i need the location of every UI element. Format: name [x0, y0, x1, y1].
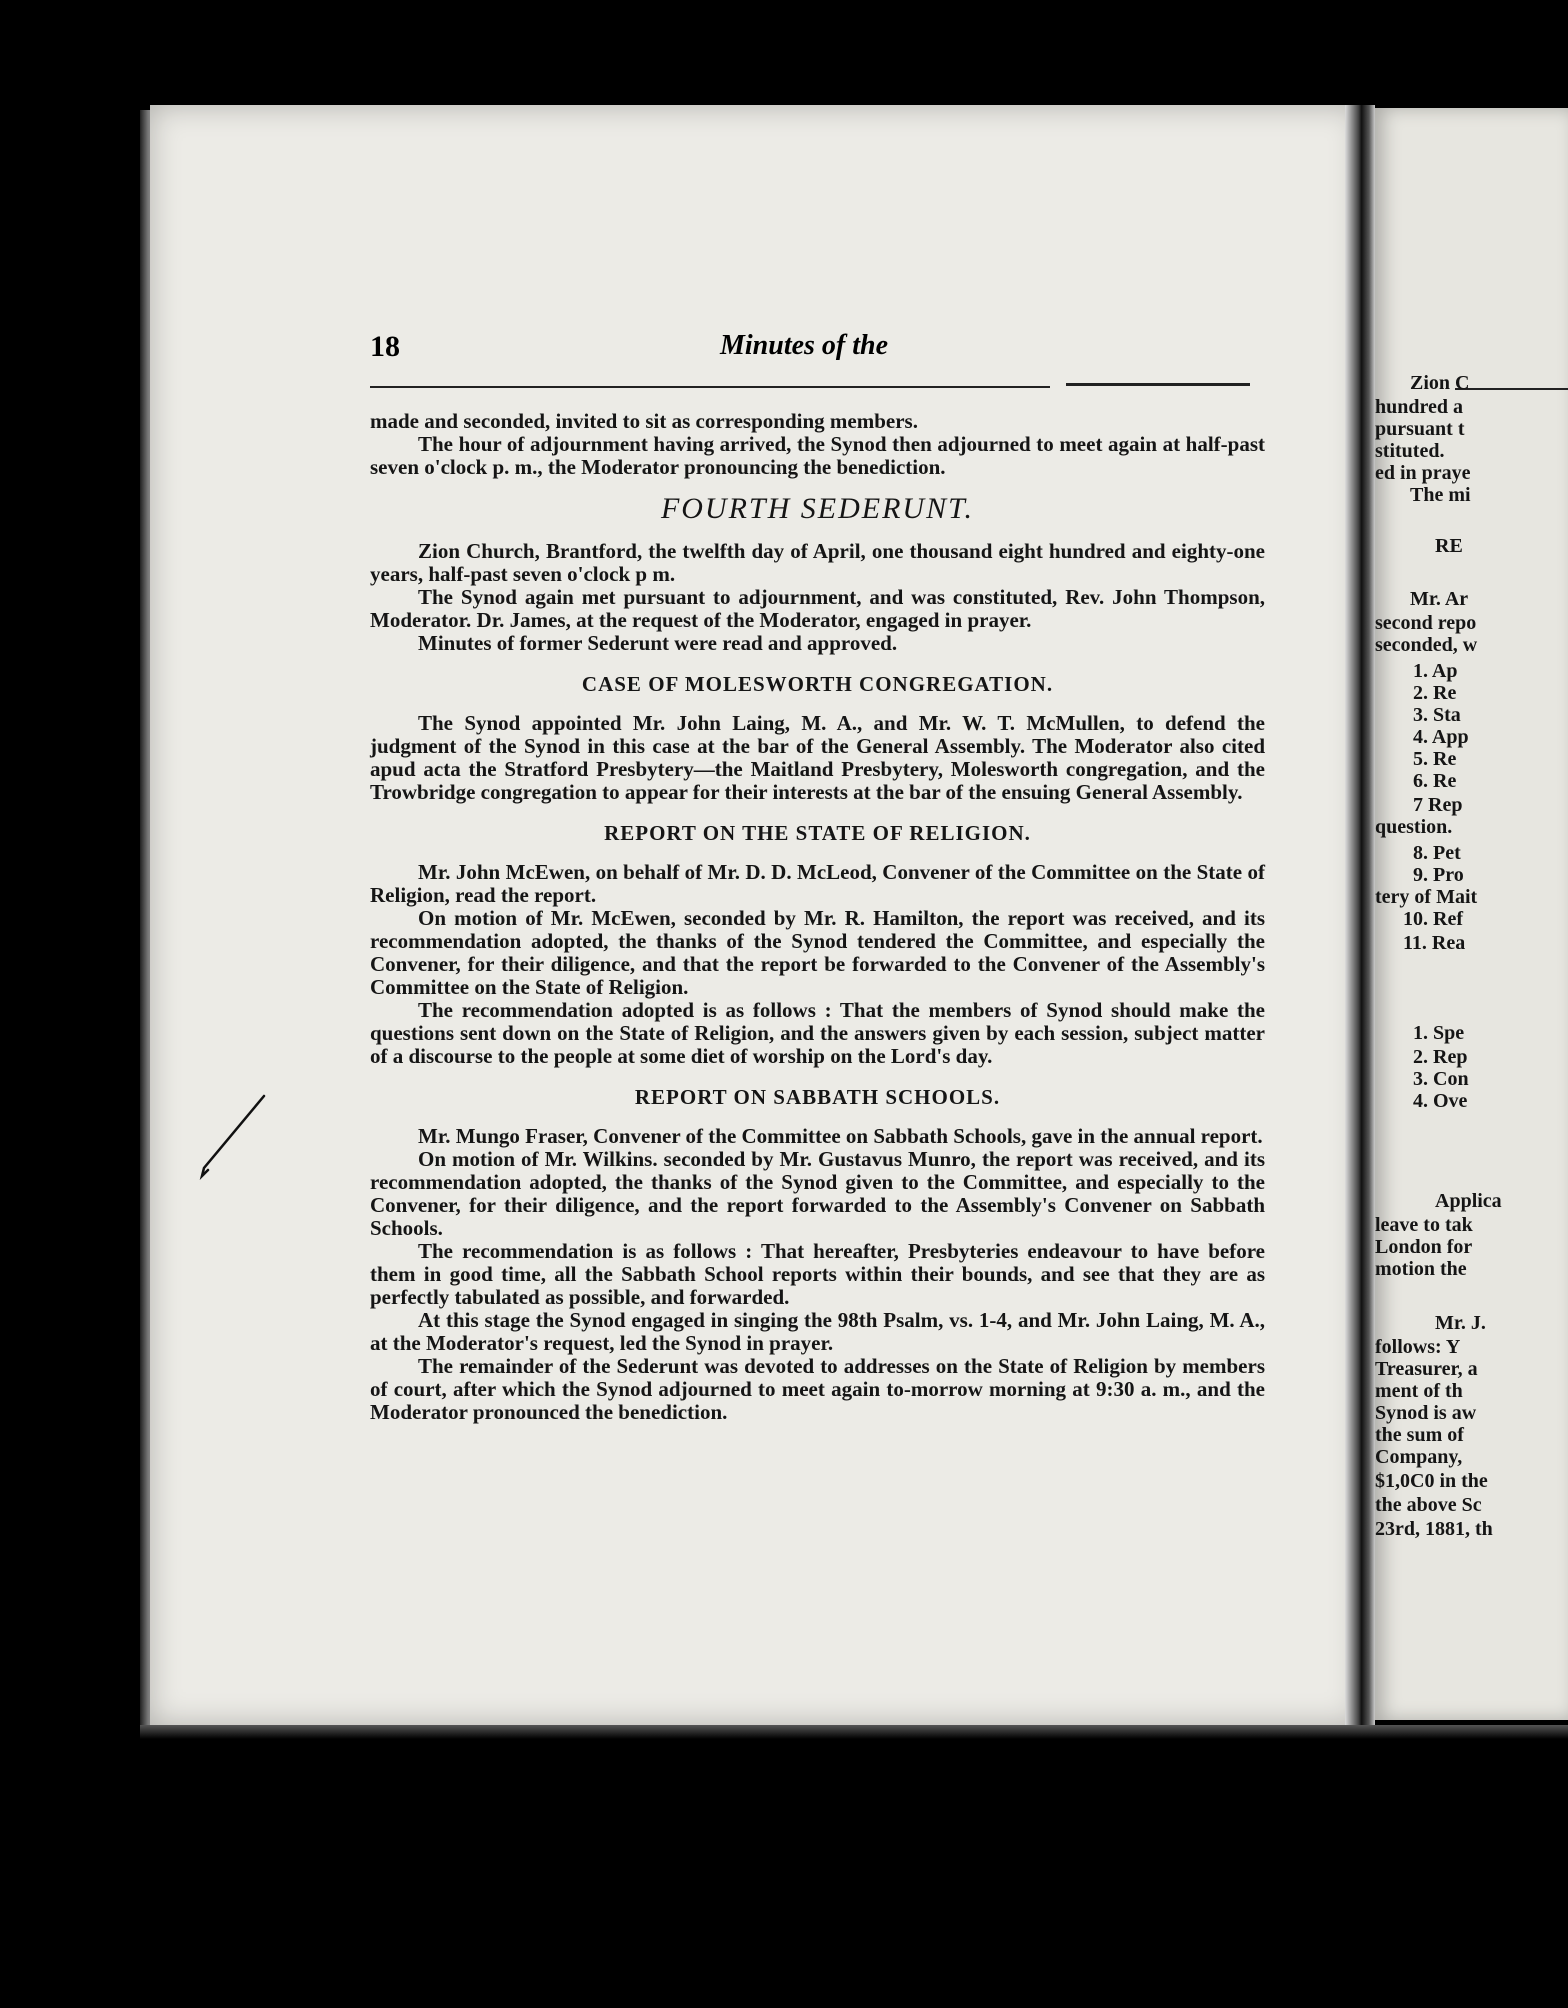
- header-rule: [370, 386, 1050, 388]
- facing-page-fragment: Treasurer, a: [1375, 1358, 1478, 1380]
- facing-page-fragment: stituted.: [1375, 440, 1445, 462]
- section-heading: FOURTH SEDERUNT.: [660, 492, 975, 525]
- book-gutter: [1345, 105, 1375, 1725]
- paragraph: Zion Church, Brantford, the twelfth day of April, one thousand eight hundred and eighty-one years, half-past seven o'clock p m.: [370, 539, 1265, 586]
- paragraph: At this stage the Synod engaged in singing the 98th Psalm, vs. 1-4, and Mr. John Laing, M. A., at the Moderator's request, led the Synod in prayer.: [370, 1308, 1265, 1355]
- facing-page-fragment: 8. Pet: [1413, 842, 1461, 864]
- facing-page-fragment: London for: [1375, 1236, 1473, 1258]
- page-content: [370, 410, 1265, 1424]
- facing-page-fragment: 3. Sta: [1413, 704, 1461, 726]
- section-heading: REPORT ON SABBATH SCHOOLS.: [634, 1085, 1001, 1109]
- facing-page-fragment: $1,0C0 in the: [1375, 1470, 1488, 1492]
- facing-page-fragment: 23rd, 1881, th: [1375, 1518, 1493, 1540]
- facing-page-fragment: seconded, w: [1375, 634, 1478, 656]
- paragraph: made and seconded, invited to sit as corresponding members.: [370, 409, 918, 433]
- facing-page-fragment: Mr. J.: [1435, 1312, 1486, 1334]
- facing-page: [1375, 108, 1568, 1720]
- facing-page-fragment: The mi: [1410, 484, 1471, 506]
- running-title: Minutes of the: [720, 330, 889, 361]
- facing-page-fragment: Zion C: [1410, 372, 1470, 394]
- pencil-mark-icon: [196, 1090, 276, 1180]
- facing-page-fragment: 4. App: [1413, 726, 1469, 748]
- facing-page-fragment: leave to tak: [1375, 1214, 1473, 1236]
- facing-page-fragment: 5. Re: [1413, 748, 1457, 770]
- facing-page-fragment: Company,: [1375, 1446, 1463, 1468]
- facing-page-fragment: 4. Ove: [1413, 1090, 1468, 1112]
- paragraph: The hour of adjournment having arrived, the Synod then adjourned to meet again at half-past seven o'clock p. m., the Moderator pronouncing the benediction.: [370, 432, 1265, 479]
- facing-page-fragment: 6. Re: [1413, 770, 1457, 792]
- page-number: 18: [370, 330, 400, 363]
- facing-page-fragment: 1. Spe: [1413, 1022, 1465, 1044]
- paragraph: Mr. Mungo Fraser, Convener of the Committee on Sabbath Schools, gave in the annual report.: [418, 1124, 1263, 1148]
- facing-page-fragment: Synod is aw: [1375, 1402, 1477, 1424]
- facing-page-fragment: 2. Rep: [1413, 1046, 1468, 1068]
- facing-page-fragment: Applica: [1435, 1190, 1502, 1212]
- paragraph: Mr. John McEwen, on behalf of Mr. D. D. McLeod, Convener of the Committee on the State of Religion, read the report.: [370, 860, 1265, 907]
- facing-page-fragment: tery of Mait: [1375, 886, 1478, 908]
- page-bottom-shadow: [140, 1725, 1568, 1739]
- section-heading: REPORT ON THE STATE OF RELIGION.: [604, 821, 1031, 845]
- facing-page-fragment: hundred a: [1375, 396, 1464, 418]
- facing-page-fragment: question.: [1375, 816, 1453, 838]
- paragraph: The remainder of the Sederunt was devoted to addresses on the State of Religion by members of court, after which the Synod adjourned to meet again to-morrow morning at 9:30 a. m., and the Moderator pronounced the benediction.: [370, 1354, 1265, 1424]
- header-rule-short: [1066, 383, 1250, 386]
- facing-page-fragment: Mr. Ar: [1410, 588, 1469, 610]
- facing-page-fragment: second repo: [1375, 612, 1477, 634]
- section-heading: CASE OF MOLESWORTH CONGREGATION.: [581, 672, 1054, 696]
- facing-page-fragment: 1. Ap: [1413, 660, 1458, 682]
- facing-page-fragment: motion the: [1375, 1258, 1467, 1280]
- facing-page-fragment: 2. Re: [1413, 682, 1457, 704]
- paragraph: The recommendation is as follows : That hereafter, Presbyteries endeavour to have before them in good time, all the Sabbath School reports within their bounds, and see that they are as perfectly tabulated as possible, and forwarded.: [370, 1239, 1265, 1309]
- facing-page-fragment: RE: [1435, 535, 1463, 557]
- facing-page-fragment: pursuant t: [1375, 418, 1465, 440]
- facing-page-fragment: 10. Ref: [1403, 908, 1463, 930]
- facing-page-fragment: 7 Rep: [1413, 794, 1463, 816]
- paragraph: On motion of Mr. McEwen, seconded by Mr. R. Hamilton, the report was received, and its recommendation adopted, the thanks of the Synod tendered the Committee, and especially the Convener, for their diligence, and that the report be forwarded to the Convener of the Assembly's Committee on the State of Religion.: [370, 906, 1265, 999]
- facing-page-fragment: ed in praye: [1375, 462, 1471, 484]
- facing-page-fragment: 3. Con: [1413, 1068, 1469, 1090]
- facing-page-fragment: the sum of: [1375, 1424, 1464, 1446]
- paragraph: The Synod again met pursuant to adjournment, and was constituted, Rev. John Thompson, Moderator. Dr. James, at the request of the Moderator, engaged in prayer.: [370, 585, 1265, 632]
- paragraph: Minutes of former Sederunt were read and approved.: [418, 631, 898, 655]
- facing-page-fragment: follows: Y: [1375, 1336, 1461, 1358]
- facing-page-fragment: 11. Rea: [1403, 932, 1466, 954]
- page-header: [370, 330, 1250, 370]
- facing-page-fragment: ment of th: [1375, 1380, 1463, 1402]
- facing-header-rule: [1455, 388, 1568, 390]
- paragraph: The recommendation adopted is as follows : That the members of Synod should make the questions sent down on the State of Religion, and the answers given by each session, subject matter of a discourse to the people at some diet of worship on the Lord's day.: [370, 998, 1265, 1068]
- paragraph: The Synod appointed Mr. John Laing, M. A., and Mr. W. T. McMullen, to defend the judgment of the Synod in this case at the bar of the General Assembly. The Moderator also cited apud acta the Stratford Presbytery—the Maitland Presbytery, Molesworth congregation, and the Trowbridge congregation to appear for their interests at the bar of the ensuing General Assembly.: [370, 711, 1265, 804]
- facing-page-fragment: 9. Pro: [1413, 864, 1464, 886]
- facing-page-fragment: the above Sc: [1375, 1494, 1482, 1516]
- paragraph: On motion of Mr. Wilkins. seconded by Mr. Gustavus Munro, the report was received, and its recommendation adopted, the thanks of the Synod given to the Committee, and especially to the Convener, for their diligence, and the report forwarded to the Assembly's Convener on Sabbath Schools.: [370, 1147, 1265, 1240]
